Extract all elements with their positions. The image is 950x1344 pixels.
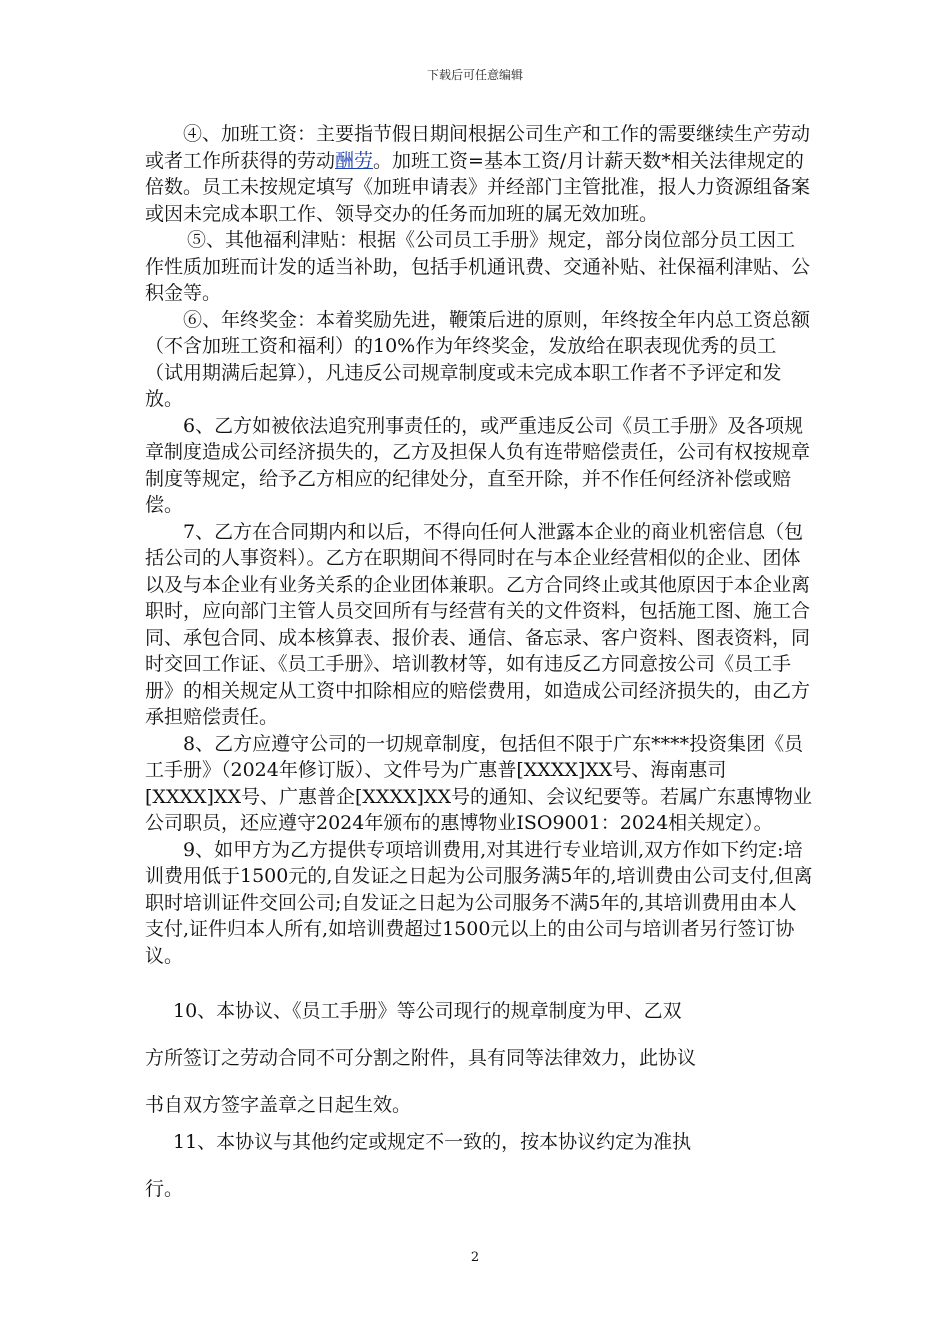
clause-8: 8、乙方应遵守公司的一切规章制度，包括但不限于广东****投资集团《员工手册》（2024年修订版）、文件号为广惠普[XXXX]XX号、海南惠司[XXXX]XX号、广惠普企[XXXX]XX号的通知、会议纪要等。若属广东惠博物业公司职员，还应遵守2024年颁布的惠博物业ISO9001：2024相关规定）。 <box>145 732 812 834</box>
clause-10 <box>145 998 813 1118</box>
paragraph-year-end-bonus: ⑥、年终奖金：本着奖励先进，鞭策后进的原则，年终按全年内总工资总额（不含加班工资和福利）的10%作为年终奖金，发放给在职表现优秀的员工（试用期满后起算），凡违反公司规章制度或未完成本职工作者不予评定和发放。 <box>145 308 811 410</box>
clause-11-line-1: 11、本协议与其他约定或规定不一致的，按本协议约定为准执 <box>173 1131 692 1153</box>
clause-10-line-2: 方所签订之劳动合同不可分割之附件，具有同等法律效力，此协议 <box>145 1047 697 1069</box>
clause-11 <box>145 1129 813 1202</box>
clause-7: 7、乙方在合同期内和以后，不得向任何人泄露本企业的商业机密信息（包括公司的人事资料）。乙方在职期间不得同时在与本企业经营相似的企业、团体以及与本企业有业务关系的企业团体兼职。乙方合同终止或其他原因于本企业离职时，应向部门主管人员交回所有与经营有关的文件资料，包括施工图、施工合同、承包合同、成本核算表、报价表、通信、备忘录、客户资料、图表资料，同时交回工作证、《员工手册》、培训教材等，如有违反乙方同意按公司《员工手册》的相关规定从工资中扣除相应的赔偿费用，如造成公司经济损失的，由乙方承担赔偿责任。 <box>145 520 811 728</box>
paragraph-text: ④、加班工资：主要指节假日期间根据公司生产和工作的需要继续生产劳动或者工作所获得的劳动 <box>145 123 811 172</box>
clause-10-line-1: 10、本协议、《员工手册》等公司现行的规章制度为甲、乙双 <box>173 1000 682 1022</box>
remuneration-link[interactable]: 酬劳 <box>335 149 374 172</box>
paragraph-other-benefits: ⑤、其他福利津贴：根据《公司员工手册》规定，部分岗位部分员工因工作性质加班而计发的适当补助，包括手机通讯费、交通补贴、社保福利津贴、公积金等。 <box>145 229 811 304</box>
page-header: 下载后可任意编辑 <box>426 68 523 82</box>
page-number: 2 <box>470 1250 480 1265</box>
clause-9: 9、如甲方为乙方提供专项培训费用,对其进行专业培训,双方作如下约定:培训费用低于1500元的,自发证之日起为公司服务满5年的,培训费由公司支付,但离职时培训证件交回公司;自发证之日起为公司服务不满5年的,其培训费用由本人支付,证件归本人所有,如培训费超过1500元以上的由公司与培训者另行签订协议。 <box>145 838 813 967</box>
clause-6: 6、乙方如被依法追究刑事责任的，或严重违反公司《员工手册》及各项规章制度造成公司经济损失的，乙方及担保人负有连带赔偿责任，公司有权按规章制度等规定，给予乙方相应的纪律处分，直至开除，并不作任何经济补偿或赔偿。 <box>145 414 811 516</box>
clause-11-line-2: 行。 <box>145 1178 184 1200</box>
paragraph-text: 。加班工资=基本工资/月计薪天数*相关法律规定的倍数。员工未按规定填写《加班申请表》并经部门主管批准，报人力资源组备案或因未完成本职工作、领导交办的任务而加班的属无效加班。 <box>145 149 811 225</box>
clause-10-line-3: 书自双方签字盖章之日起生效。 <box>145 1094 412 1116</box>
document-body <box>145 121 813 969</box>
paragraph-overtime-pay <box>145 121 813 227</box>
